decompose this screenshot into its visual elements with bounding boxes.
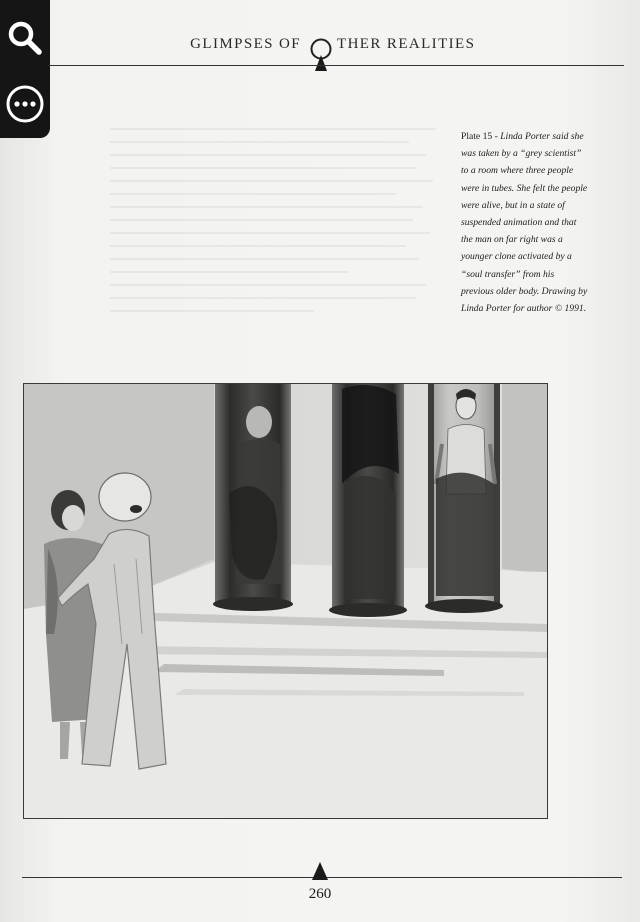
plate-drawing: [23, 383, 548, 819]
tube-middle: [329, 384, 407, 617]
bleed-through-text: [110, 128, 450, 323]
running-head-right: THER REALITIES: [337, 36, 476, 52]
tube-right: [425, 384, 503, 613]
header-rule: [48, 65, 624, 66]
more-options-button[interactable]: [0, 74, 50, 134]
page-number: 260: [308, 886, 332, 902]
viewer-toolbar: [0, 0, 50, 138]
caption-text: Linda Porter said she was taken by a “grey scientist” to a room where three people were in tubes. She felt the people were alive, but in a state of suspended animation and that the man on far right was a younger clone activated by a “soul transfer” from his previous older body. Drawing by Linda Porter for author © 1991.: [461, 131, 588, 315]
drawing-art: [24, 384, 547, 818]
tube-left: [213, 384, 293, 611]
header-emblem-icon: [307, 38, 335, 72]
plate-label: Plate 15 -: [461, 131, 498, 142]
more-icon: [4, 83, 46, 125]
running-head-left: GLIMPSES OF: [190, 36, 301, 52]
plate-caption: [461, 128, 589, 317]
footer-emblem-icon: [311, 862, 329, 880]
